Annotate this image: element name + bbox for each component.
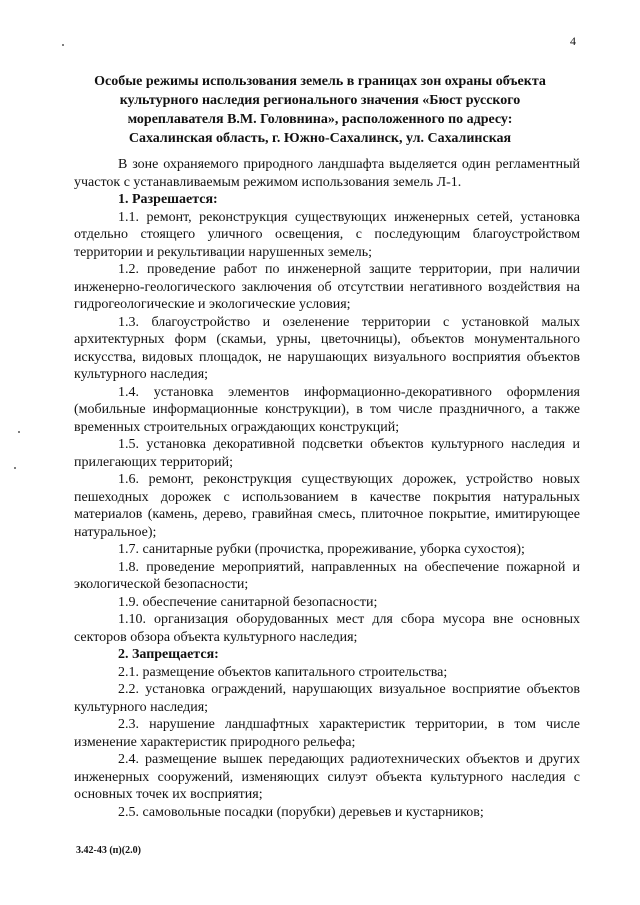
- list-item: 2.4. размещение вышек передающих радиотехнических объектов и других инженерных сооружений, изменяющих силуэт объекта культурного наследия с основных точек их восприятия;: [74, 752, 580, 802]
- list-item: 2.2. установка ограждений, нарушающих визуальное восприятие объектов культурного наследия;: [74, 682, 580, 715]
- list-item: 2.5. самовольные посадки (порубки) деревьев и кустарников;: [118, 804, 484, 820]
- list-item: 1.8. проведение мероприятий, направленных на обеспечение пожарной и экологической безопасности;: [74, 559, 580, 592]
- list-item: 2.3. нарушение ландшафтных характеристик территории, в том числе изменение характеристик природного рельефа;: [74, 717, 580, 750]
- title-line: культурного наследия регионального значения «Бюст русского: [119, 93, 521, 108]
- scan-speck: [18, 431, 20, 433]
- list-item: 2.1. размещение объектов капитального строительства;: [118, 664, 448, 680]
- list-item: 1.9. обеспечение санитарной безопасности;: [118, 594, 378, 610]
- list-item: 1.3. благоустройство и озеленение территории с установкой малых архитектурных форм (скамьи, урны, цветочницы), объектов монументального искусства, видовых площадок, не нарушающих визуального восприятия объектов культурного наследия;: [74, 314, 580, 382]
- document-title: [70, 72, 570, 148]
- title-line: Особые режимы использования земель в границах зон охраны объекта: [94, 74, 546, 89]
- section-heading-prohibited: 2. Запрещается:: [118, 647, 219, 662]
- page-number: 4: [570, 34, 576, 48]
- intro-paragraph: В зоне охраняемого природного ландшафта выделяется один регламентный участок с устанавливаемым режимом использования земель Л-1.: [74, 157, 580, 190]
- scan-speck: [62, 44, 64, 46]
- document-body: [74, 156, 580, 821]
- section-heading-allowed: 1. Разрешается:: [118, 192, 218, 207]
- list-item: 1.7. санитарные рубки (прочистка, прореживание, уборка сухостоя);: [118, 542, 525, 557]
- list-item: 1.4. установка элементов информационно-декоративного оформления (мобильные информационные конструкции), в том числе праздничного, а также временных строительных ограждающих конструкций;: [74, 384, 580, 435]
- list-item: 1.6. ремонт, реконструкция существующих дорожек, устройство новых пешеходных дорожек с использованием в качестве покрытия натуральных материалов (камень, дерево, гравийная смесь, плиточное покрытие, имитирующее натуральное);: [74, 472, 580, 540]
- footer-code: 3.42-43 (п)(2.0): [76, 845, 141, 856]
- title-line: мореплавателя В.М. Головнина», расположенного по адресу:: [127, 112, 513, 127]
- list-item: 1.5. установка декоративной подсветки объектов культурного наследия и прилегающих территорий;: [74, 437, 580, 470]
- title-line: Сахалинская область, г. Южно-Сахалинск, ул. Сахалинская: [128, 131, 512, 146]
- list-item: 1.10. организация оборудованных мест для сбора мусора вне основных секторов обзора объекта культурного наследия;: [74, 612, 580, 645]
- list-item: 1.2. проведение работ по инженерной защите территории, при наличии инженерно-геологического заключения об отсутствии негативного воздействия на гидрогеологические и экологические условия;: [74, 262, 580, 312]
- scan-speck: [14, 467, 16, 469]
- list-item: 1.1. ремонт, реконструкция существующих инженерных сетей, установка отдельно стоящего уличного освещения, с последующим благоустройством территории и рекультивации нарушенных земель;: [74, 209, 580, 260]
